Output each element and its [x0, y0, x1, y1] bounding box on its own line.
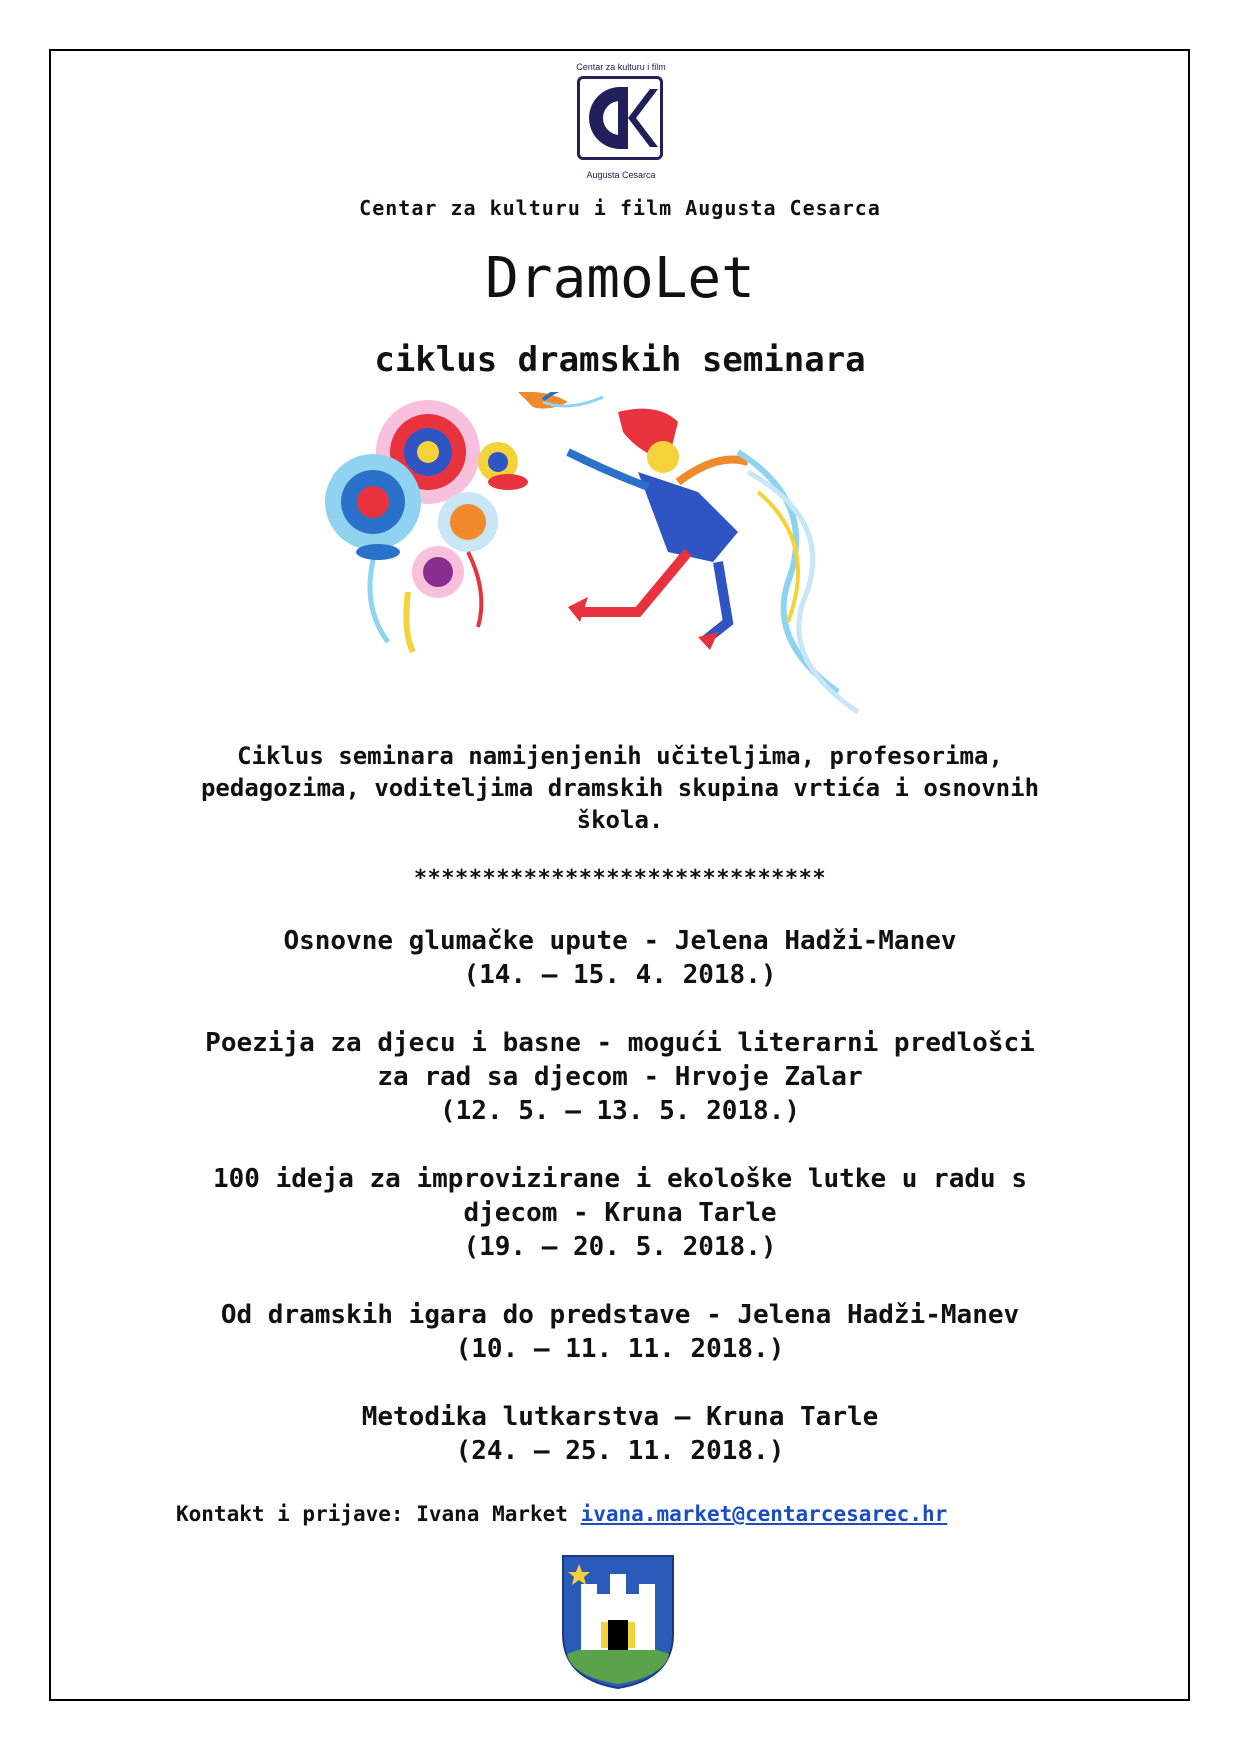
logo-top-text: Centar za kulturu i film	[576, 62, 666, 72]
seminar-title: 100 ideja za improvizirane i ekološke lutke u radu s djecom - Kruna Tarle	[213, 1164, 1027, 1228]
seminar-item	[200, 924, 1040, 992]
center-logo	[560, 62, 682, 186]
separator: ******************************	[413, 866, 827, 891]
intro-text: Ciklus seminara namijenjenih učiteljima, profesorima, pedagozima, voditeljima dramskih skupina vrtića i osnovnih škola.	[200, 742, 1040, 834]
seminar-item	[200, 1400, 1040, 1468]
city-crest-icon	[561, 1554, 675, 1690]
seminar-dates: (10. – 11. 11. 2018.)	[455, 1334, 785, 1364]
seminar-title: Od dramskih igara do predstave - Jelena Hadži-Manev	[220, 1300, 1020, 1330]
organization-name: Centar za kulturu i film Augusta Cesarca	[359, 196, 881, 220]
contact-email-link[interactable]: ivana.market@centarcesarec.hr	[580, 1502, 948, 1526]
seminar-title: Osnovne glumačke upute - Jelena Hadži-Manev	[283, 926, 957, 956]
flowers-icon	[325, 400, 528, 652]
page-subtitle: ciklus dramskih seminara	[374, 340, 866, 380]
contact-label: Kontakt i prijave: Ivana Market	[176, 1502, 568, 1526]
ck-logo-icon	[577, 76, 663, 160]
page-title: DramoLet	[485, 246, 755, 311]
contact-line	[176, 1502, 947, 1526]
seminar-dates: (19. – 20. 5. 2018.)	[463, 1232, 777, 1262]
seminar-dates: (24. – 25. 11. 2018.)	[455, 1436, 785, 1466]
seminar-dates: (14. – 15. 4. 2018.)	[463, 960, 777, 990]
seminar-item	[200, 1298, 1040, 1366]
seminar-item	[200, 1026, 1040, 1128]
bird-icon	[518, 392, 603, 409]
seminar-title: Metodika lutkarstva – Kruna Tarle	[361, 1402, 879, 1432]
seminar-dates: (12. 5. – 13. 5. 2018.)	[439, 1096, 801, 1126]
logo-bottom-text: Augusta Cesarca	[586, 170, 656, 180]
seminar-title: Poezija za djecu i basne - mogući literarni predlošci za rad sa djecom - Hrvoje Zalar	[205, 1028, 1035, 1092]
dancer-icon	[568, 409, 858, 712]
harlequin-illustration	[318, 392, 888, 732]
seminar-item	[200, 1162, 1040, 1264]
